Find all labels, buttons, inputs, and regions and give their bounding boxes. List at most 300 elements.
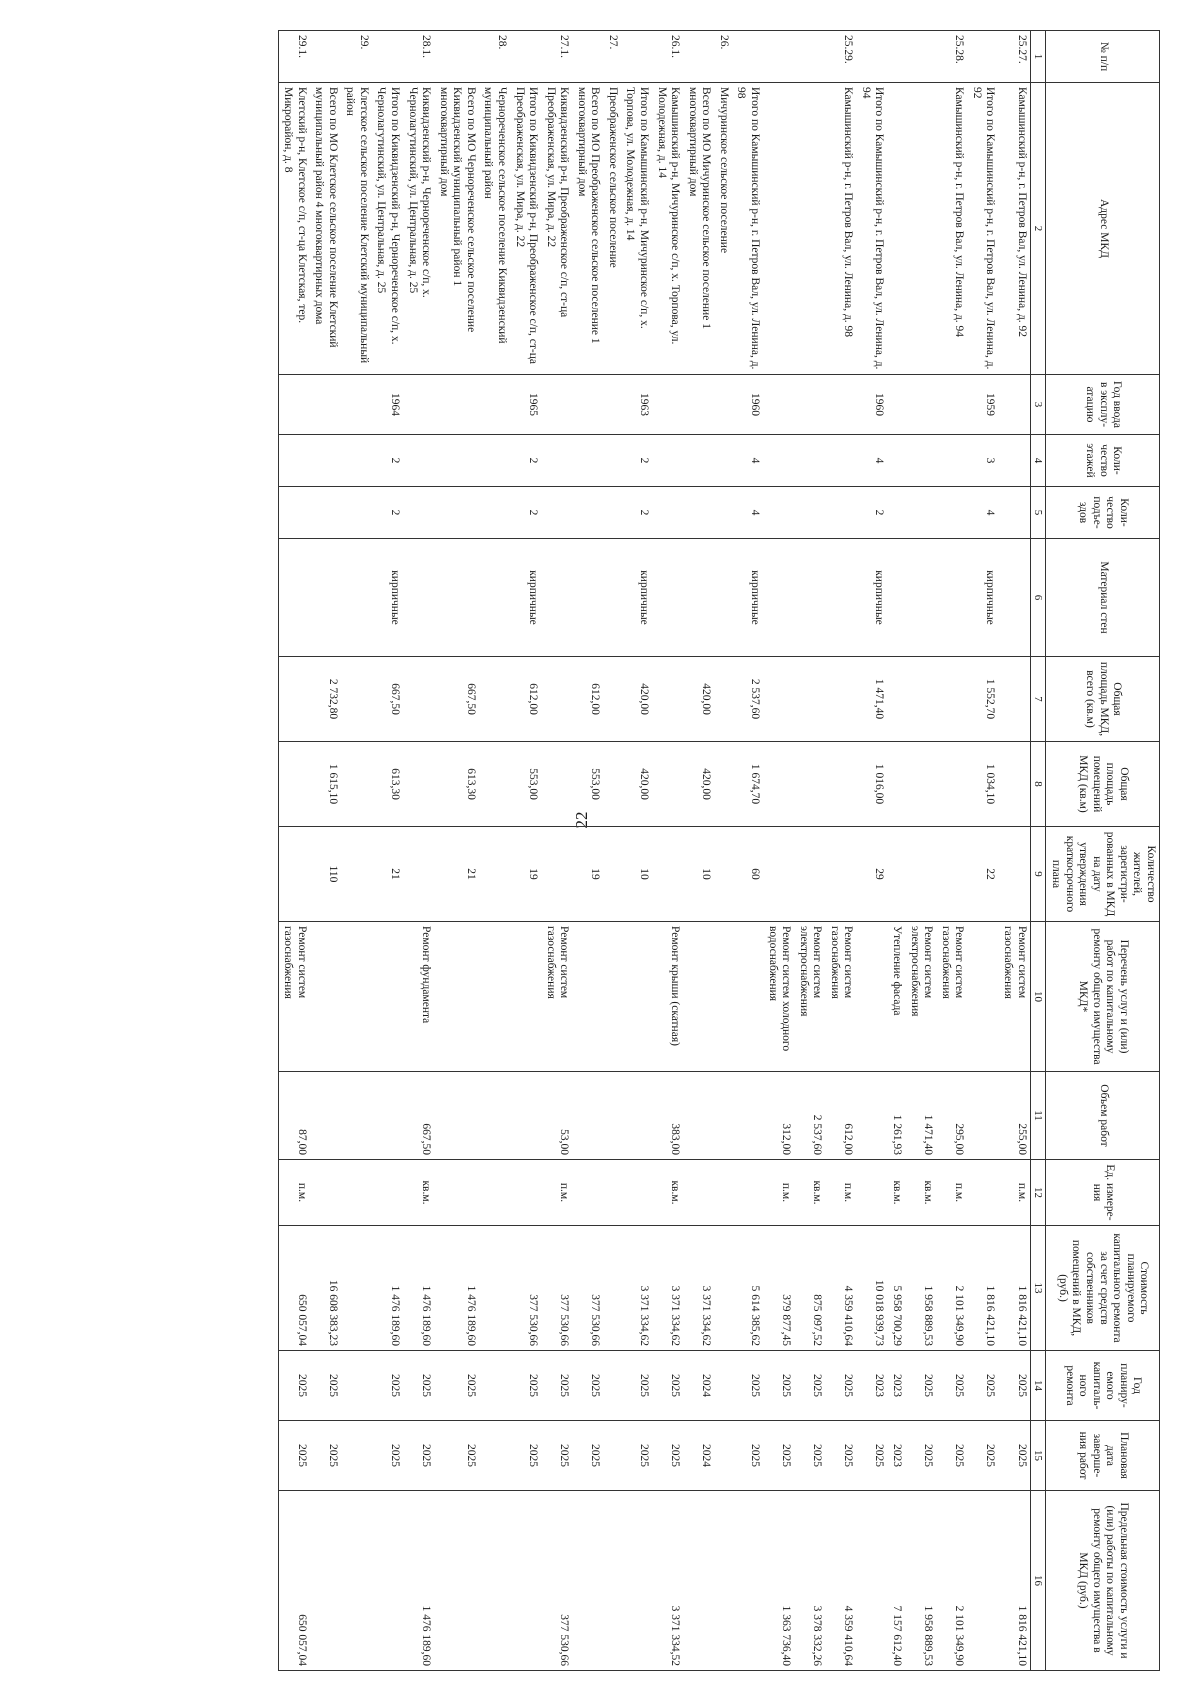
- cell-wall: кирпичные: [510, 539, 541, 657]
- cell-ent: [763, 487, 794, 539]
- cell-wall: [310, 539, 341, 657]
- cell-cost: 3 371 334,62: [652, 1226, 683, 1351]
- table-row: [905, 31, 936, 1671]
- cell-res: [403, 827, 434, 922]
- cell-area: [794, 657, 825, 742]
- cell-unit: [479, 1160, 510, 1226]
- cell-n: [856, 31, 887, 83]
- cell-y2: 2025: [936, 1421, 967, 1491]
- cell-n: 29.1.: [278, 31, 310, 83]
- cell-work: [372, 922, 403, 1072]
- cell-addr: Киквидзенский р-н, Чернореченское с/п, х. Чернолагутинский, ул. Центральная, д. 25: [403, 83, 434, 375]
- cell-ent: [794, 487, 825, 539]
- cell-vol: [479, 1072, 510, 1160]
- cell-year: [652, 375, 683, 435]
- cell-y2: 2025: [310, 1421, 341, 1491]
- cell-cost: 4 359 410,64: [825, 1226, 856, 1351]
- cell-area: [714, 657, 732, 742]
- cell-year: [714, 375, 732, 435]
- cell-addr: Итого по Киквидзенский р-н, Чернореченское с/п, х. Чернолагутинский, ул. Центральная, д. 25: [372, 83, 403, 375]
- cell-vol: 53,00: [541, 1072, 572, 1160]
- cell-wall: [905, 539, 936, 657]
- cell-work: [479, 922, 510, 1072]
- cell-addr: [794, 83, 825, 375]
- capital-repair-table: [278, 30, 1160, 1671]
- cell-max: [732, 1491, 763, 1671]
- cell-work: [621, 922, 652, 1072]
- cell-year: [434, 375, 479, 435]
- cell-year: [763, 375, 794, 435]
- table-row: [403, 31, 434, 1671]
- cell-y1: 2025: [936, 1351, 967, 1421]
- column-header: Предельная стоимость услуги и (или) работы по капитальному ремонту общего имущества в МКД (руб.): [1046, 1491, 1160, 1671]
- cell-year: 1960: [732, 375, 763, 435]
- cell-y1: 2025: [905, 1351, 936, 1421]
- column-header: Общая площадь МКД, всего (кв.м): [1046, 657, 1160, 742]
- cell-vol: [510, 1072, 541, 1160]
- cell-area: [825, 657, 856, 742]
- cell-year: [887, 375, 905, 435]
- cell-ent: 2: [621, 487, 652, 539]
- cell-cost: [341, 1226, 372, 1351]
- cell-y2: 2025: [621, 1421, 652, 1491]
- table-row: [510, 31, 541, 1671]
- cell-wall: [683, 539, 714, 657]
- cell-work: Ремонт систем газоснабжения: [998, 922, 1030, 1072]
- cell-area_p: [763, 742, 794, 827]
- cell-max: 4 359 410,64: [825, 1491, 856, 1671]
- cell-vol: 1 261,93: [887, 1072, 905, 1160]
- cell-y2: 2025: [794, 1421, 825, 1491]
- cell-area: 612,00: [572, 657, 603, 742]
- cell-unit: [621, 1160, 652, 1226]
- cell-work: Ремонт систем электроснабжения: [905, 922, 936, 1072]
- table-row: [856, 31, 887, 1671]
- cell-area_p: [652, 742, 683, 827]
- cell-cost: 5 958 700,29: [887, 1226, 905, 1351]
- cell-cost: 377 530,66: [510, 1226, 541, 1351]
- cell-addr: Камышинский р-н, г. Петров Вал, ул. Ленина, д. 98: [825, 83, 856, 375]
- cell-ent: 4: [967, 487, 998, 539]
- cell-max: [510, 1491, 541, 1671]
- cell-unit: п.м.: [541, 1160, 572, 1226]
- cell-n: [621, 31, 652, 83]
- cell-addr: Клетское сельское поселение Клетский муниципальный район: [341, 83, 372, 375]
- cell-wall: [998, 539, 1030, 657]
- cell-area: [887, 657, 905, 742]
- cell-addr: Итого по Камышинский р-н, г. Петров Вал, ул. Ленина, д. 92: [967, 83, 998, 375]
- cell-area_p: 553,00: [510, 742, 541, 827]
- cell-y2: 2024: [683, 1421, 714, 1491]
- cell-cost: 1 816 421,10: [967, 1226, 998, 1351]
- cell-max: [714, 1491, 732, 1671]
- cell-y1: 2025: [998, 1351, 1030, 1421]
- column-number: 6: [1030, 539, 1046, 657]
- table-row: [825, 31, 856, 1671]
- cell-n: [572, 31, 603, 83]
- table-row: [967, 31, 998, 1671]
- cell-area: 420,00: [683, 657, 714, 742]
- cell-y1: 2025: [403, 1351, 434, 1421]
- cell-ent: [887, 487, 905, 539]
- cell-wall: [887, 539, 905, 657]
- cell-unit: кв.м.: [794, 1160, 825, 1226]
- column-number: 11: [1030, 1072, 1046, 1160]
- cell-unit: [510, 1160, 541, 1226]
- cell-wall: [794, 539, 825, 657]
- cell-addr: Мичуринское сельское поселение: [714, 83, 732, 375]
- cell-unit: [372, 1160, 403, 1226]
- cell-area: [763, 657, 794, 742]
- cell-y1: [341, 1351, 372, 1421]
- cell-area_p: [905, 742, 936, 827]
- cell-ent: [341, 487, 372, 539]
- cell-vol: [572, 1072, 603, 1160]
- cell-res: [541, 827, 572, 922]
- cell-y2: 2025: [825, 1421, 856, 1491]
- cell-n: 28.1.: [403, 31, 434, 83]
- cell-work: Утепление фасада: [887, 922, 905, 1072]
- cell-ent: [905, 487, 936, 539]
- cell-wall: [541, 539, 572, 657]
- cell-year: [341, 375, 372, 435]
- cell-vol: 255,00: [998, 1072, 1030, 1160]
- cell-work: [572, 922, 603, 1072]
- cell-ent: 2: [856, 487, 887, 539]
- cell-cost: 10 018 939,73: [856, 1226, 887, 1351]
- cell-vol: [341, 1072, 372, 1160]
- cell-y2: 2025: [572, 1421, 603, 1491]
- cell-area: 667,50: [372, 657, 403, 742]
- column-header: Ед. измере-ния: [1046, 1160, 1160, 1226]
- column-header: Количество жителей, зарегистри-рованных в МКД на дату утверждения краткосрочного плана: [1046, 827, 1160, 922]
- cell-addr: Итого по Киквидзенский р-н, Преображенское с/п, ст-ца Преображенская, ул. Мира, д. 22: [510, 83, 541, 375]
- cell-floors: [998, 435, 1030, 487]
- table-header: [1030, 31, 1159, 1671]
- cell-year: 1964: [372, 375, 403, 435]
- cell-area_p: [479, 742, 510, 827]
- cell-unit: п.м.: [763, 1160, 794, 1226]
- cell-addr: Итого по Камышинский р-н, Мичуринское с/п, х. Торпова, ул. Молодежная, д. 14: [621, 83, 652, 375]
- cell-floors: 4: [856, 435, 887, 487]
- cell-floors: [683, 435, 714, 487]
- cell-wall: кирпичные: [856, 539, 887, 657]
- cell-work: Ремонт систем холодного водоснабжения: [763, 922, 794, 1072]
- cell-vol: [714, 1072, 732, 1160]
- cell-area_p: [341, 742, 372, 827]
- cell-wall: кирпичные: [621, 539, 652, 657]
- cell-area_p: [541, 742, 572, 827]
- cell-y1: 2025: [732, 1351, 763, 1421]
- cell-cost: 875 097,52: [794, 1226, 825, 1351]
- cell-year: [278, 375, 310, 435]
- cell-y2: 2025: [732, 1421, 763, 1491]
- cell-y2: 2025: [998, 1421, 1030, 1491]
- cell-floors: [794, 435, 825, 487]
- cell-cost: 379 877,45: [763, 1226, 794, 1351]
- table-row: [310, 31, 341, 1671]
- column-number: 16: [1030, 1491, 1046, 1671]
- cell-area: [603, 657, 621, 742]
- cell-addr: Итого по Камышинский р-н, г. Петров Вал, ул. Ленина, д. 94: [856, 83, 887, 375]
- cell-y1: 2025: [572, 1351, 603, 1421]
- cell-work: [714, 922, 732, 1072]
- cell-n: [794, 31, 825, 83]
- cell-year: [936, 375, 967, 435]
- cell-wall: кирпичные: [732, 539, 763, 657]
- cell-area: [341, 657, 372, 742]
- table-row: [998, 31, 1030, 1671]
- column-header: Плановая дата заверше-ния работ: [1046, 1421, 1160, 1491]
- cell-vol: [967, 1072, 998, 1160]
- cell-cost: 2 101 349,90: [936, 1226, 967, 1351]
- cell-addr: Камышинский р-н, Мичуринское с/п, х. Торпова, ул. Молодежная, д. 14: [652, 83, 683, 375]
- cell-res: [714, 827, 732, 922]
- cell-floors: [825, 435, 856, 487]
- cell-cost: 1 476 189,60: [372, 1226, 403, 1351]
- cell-unit: [967, 1160, 998, 1226]
- cell-area: 1 471,40: [856, 657, 887, 742]
- cell-cost: 1 958 889,53: [905, 1226, 936, 1351]
- cell-n: 27.1.: [541, 31, 572, 83]
- table-row: [434, 31, 479, 1671]
- cell-ent: [572, 487, 603, 539]
- cell-res: 22: [967, 827, 998, 922]
- cell-floors: [652, 435, 683, 487]
- cell-y2: 2025: [403, 1421, 434, 1491]
- table-row: [572, 31, 603, 1671]
- cell-year: [572, 375, 603, 435]
- cell-res: [341, 827, 372, 922]
- cell-ent: [434, 487, 479, 539]
- cell-wall: [572, 539, 603, 657]
- cell-ent: [652, 487, 683, 539]
- cell-vol: [856, 1072, 887, 1160]
- cell-ent: 2: [510, 487, 541, 539]
- table-row: [278, 31, 310, 1671]
- column-number: 1: [1030, 31, 1046, 83]
- cell-res: 19: [510, 827, 541, 922]
- cell-y1: [479, 1351, 510, 1421]
- cell-year: [905, 375, 936, 435]
- cell-area_p: 613,30: [434, 742, 479, 827]
- cell-work: Ремонт систем газоснабжения: [825, 922, 856, 1072]
- cell-n: [510, 31, 541, 83]
- cell-max: 650 057,04: [278, 1491, 310, 1671]
- cell-n: 29.: [341, 31, 372, 83]
- cell-unit: [572, 1160, 603, 1226]
- cell-area: [652, 657, 683, 742]
- cell-res: [603, 827, 621, 922]
- cell-n: 25.29.: [825, 31, 856, 83]
- table-row: [652, 31, 683, 1671]
- cell-res: [998, 827, 1030, 922]
- column-number: 7: [1030, 657, 1046, 742]
- table-row: [341, 31, 372, 1671]
- cell-y1: 2025: [510, 1351, 541, 1421]
- table-row: [479, 31, 510, 1671]
- cell-res: [794, 827, 825, 922]
- cell-work: Ремонт систем газоснабжения: [936, 922, 967, 1072]
- cell-area_p: [825, 742, 856, 827]
- cell-addr: Всего по МО Преображенское сельское поселение 1 многоквартирный дом: [572, 83, 603, 375]
- cell-unit: п.м.: [936, 1160, 967, 1226]
- cell-y2: 2025: [905, 1421, 936, 1491]
- cell-y1: 2024: [683, 1351, 714, 1421]
- cell-max: 377 530,66: [541, 1491, 572, 1671]
- cell-max: [856, 1491, 887, 1671]
- cell-res: 60: [732, 827, 763, 922]
- cell-res: [278, 827, 310, 922]
- cell-area_p: [998, 742, 1030, 827]
- cell-res: 21: [372, 827, 403, 922]
- cell-n: [905, 31, 936, 83]
- cell-n: 26.: [714, 31, 732, 83]
- column-number: 5: [1030, 487, 1046, 539]
- cell-ent: [479, 487, 510, 539]
- cell-floors: [905, 435, 936, 487]
- cell-wall: [278, 539, 310, 657]
- cell-unit: кв.м.: [887, 1160, 905, 1226]
- cell-y1: 2025: [278, 1351, 310, 1421]
- cell-area_p: 1 615,10: [310, 742, 341, 827]
- cell-floors: [403, 435, 434, 487]
- cell-addr: [763, 83, 794, 375]
- cell-max: [434, 1491, 479, 1671]
- table-row: [763, 31, 794, 1671]
- table-row: [794, 31, 825, 1671]
- cell-cost: 1 476 189,60: [403, 1226, 434, 1351]
- cell-year: [310, 375, 341, 435]
- cell-addr: Камышинский р-н, г. Петров Вал, ул. Ленина, д. 94: [936, 83, 967, 375]
- column-header: Стоимость планируемого капитального ремонта за счет средств собственников помещений в МКД, (руб.): [1046, 1226, 1160, 1351]
- cell-ent: [403, 487, 434, 539]
- cell-res: 10: [683, 827, 714, 922]
- rotated-table-wrapper: [50, 30, 1160, 1670]
- cell-area: 420,00: [621, 657, 652, 742]
- cell-vol: [434, 1072, 479, 1160]
- cell-floors: 3: [967, 435, 998, 487]
- column-header: Адрес МКД: [1046, 83, 1160, 375]
- cell-vol: [603, 1072, 621, 1160]
- cell-max: 1 363 736,40: [763, 1491, 794, 1671]
- cell-ent: [998, 487, 1030, 539]
- cell-area_p: 613,30: [372, 742, 403, 827]
- cell-work: [434, 922, 479, 1072]
- cell-area: [998, 657, 1030, 742]
- cell-year: 1963: [621, 375, 652, 435]
- cell-res: 21: [434, 827, 479, 922]
- cell-y1: 2025: [794, 1351, 825, 1421]
- cell-floors: 4: [732, 435, 763, 487]
- cell-vol: 295,00: [936, 1072, 967, 1160]
- cell-unit: [310, 1160, 341, 1226]
- cell-n: [372, 31, 403, 83]
- cell-max: 2 101 349,90: [936, 1491, 967, 1671]
- cell-area: 2 537,60: [732, 657, 763, 742]
- column-header: Общая площадь помещений МКД (кв.м): [1046, 742, 1160, 827]
- table-row: [683, 31, 714, 1671]
- table-row: [372, 31, 403, 1671]
- cell-cost: 1 476 189,60: [434, 1226, 479, 1351]
- cell-n: 27.: [603, 31, 621, 83]
- column-header: Год планиру-емого капиталь-ного ремонта: [1046, 1351, 1160, 1421]
- table-body: [278, 31, 1030, 1671]
- cell-area_p: [403, 742, 434, 827]
- cell-wall: [434, 539, 479, 657]
- cell-max: [310, 1491, 341, 1671]
- column-number: 13: [1030, 1226, 1046, 1351]
- cell-area: [936, 657, 967, 742]
- cell-addr: Чернореченское сельское поселение Киквидзенский муниципальный район: [479, 83, 510, 375]
- cell-ent: [825, 487, 856, 539]
- cell-res: [763, 827, 794, 922]
- cell-floors: [434, 435, 479, 487]
- cell-vol: 612,00: [825, 1072, 856, 1160]
- cell-wall: кирпичные: [372, 539, 403, 657]
- cell-y1: 2023: [856, 1351, 887, 1421]
- cell-n: [887, 31, 905, 83]
- cell-year: 1959: [967, 375, 998, 435]
- cell-cost: [714, 1226, 732, 1351]
- cell-y1: 2023: [887, 1351, 905, 1421]
- cell-y2: 2025: [763, 1421, 794, 1491]
- column-number: 2: [1030, 83, 1046, 375]
- cell-y2: 2025: [541, 1421, 572, 1491]
- cell-area: [403, 657, 434, 742]
- table-row: [732, 31, 763, 1671]
- cell-year: [603, 375, 621, 435]
- cell-cost: 3 371 334,62: [683, 1226, 714, 1351]
- table-row: [541, 31, 572, 1671]
- cell-unit: п.м.: [825, 1160, 856, 1226]
- cell-addr: Преображенское сельское поселение: [603, 83, 621, 375]
- column-number: 12: [1030, 1160, 1046, 1226]
- cell-max: [572, 1491, 603, 1671]
- cell-wall: [936, 539, 967, 657]
- cell-work: [732, 922, 763, 1072]
- cell-area_p: [794, 742, 825, 827]
- cell-unit: [341, 1160, 372, 1226]
- cell-wall: [479, 539, 510, 657]
- cell-year: [541, 375, 572, 435]
- column-header: Материал стен: [1046, 539, 1160, 657]
- cell-work: [683, 922, 714, 1072]
- cell-unit: [714, 1160, 732, 1226]
- cell-y1: [714, 1351, 732, 1421]
- cell-work: Ремонт систем газоснабжения: [541, 922, 572, 1072]
- cell-ent: [683, 487, 714, 539]
- cell-wall: [763, 539, 794, 657]
- cell-vol: 1 471,40: [905, 1072, 936, 1160]
- cell-vol: [732, 1072, 763, 1160]
- cell-res: [887, 827, 905, 922]
- cell-area_p: 1 674,70: [732, 742, 763, 827]
- cell-floors: [603, 435, 621, 487]
- cell-n: 26.1.: [652, 31, 683, 83]
- cell-area: 612,00: [510, 657, 541, 742]
- cell-n: [967, 31, 998, 83]
- cell-year: [479, 375, 510, 435]
- cell-ent: 2: [372, 487, 403, 539]
- cell-y1: 2025: [652, 1351, 683, 1421]
- cell-floors: [714, 435, 732, 487]
- cell-area: [479, 657, 510, 742]
- cell-area: 667,50: [434, 657, 479, 742]
- column-header: Год ввода в эксплу-атацию: [1046, 375, 1160, 435]
- cell-y2: 2025: [510, 1421, 541, 1491]
- cell-floors: 2: [621, 435, 652, 487]
